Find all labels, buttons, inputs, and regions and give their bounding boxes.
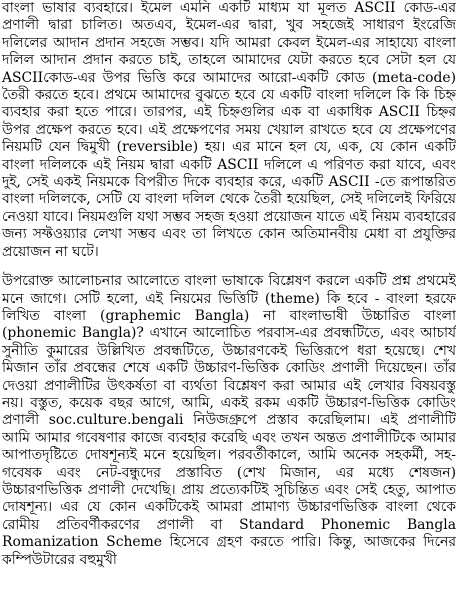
- paragraph-separator: [2, 261, 456, 273]
- paragraph-email-meta-code: বাংলা ভাষার ব্যবহারে। ইমেল এমনি একটি মাধ্যম যা মূলত ASCII কোড-এর প্রণালী দ্বারা চালিত। অতএব, ইমেল-এর দ্বারা, খুব সহজেই সাধারণ ইংরেজি দলিলের আদান প্রদান সহজে সম্ভব। যদি আমরা কেবল ইমেল-এর সাহায্যে বাংলা দলিল আদান প্রদান করতে চাই, তাহলে আমাদের যেটা করতে হবে সেটা হল যে ASCIIকোড-এর উপর ভিত্তি করে আমাদের আরো-একটি কোড (meta-code) তৈরী করতে হবে। প্রথমে আমাদের বুঝতে হবে যে একটি বাংলা দলিলে কি কি চিহ্ন ব্যবহার করা হতে পারে। তারপর, এই চিহ্নগুলির এক বা একাধিক ASCII চিহ্নর উপর প্রক্ষেপ করতে হবে। এই প্রক্ষেপণের সময় খেয়াল রাখতে হবে যে প্রক্ষেপণের নিয়মটি যেন দ্বিমুখী (reversible) হয়। এর মানে হল যে, এক, যে কোন একটি বাংলা দলিলকে এই নিয়ম দ্বারা একটি ASCII দলিলে এ পরিণত করা যাবে, এবং দুই, সেই একই নিয়মকে বিপরীত দিকে ব্যবহার করে, একটি ASCII -তে রূপান্তরিত বাংলা দলিলকে, সেটি যে বাংলা দলিল থেকে তৈরী হয়েছিল, সেই দলিলেই ফিরিয়ে নেওয়া যাবে। নিয়মগুলি যথা সম্ভব সহজ হওয়া প্রয়োজন যাতে এই নিয়ম ব্যবহারের জন্য সফ্টওয়্যার লেখা সম্ভব এবং তা লিখতে কোন অতিমানবীয় মেধা বা প্রযুক্তির প্রয়োজন না ঘটে।: [2, 0, 456, 260]
- paragraph-phonemic-analysis: উপরোক্ত আলোচনার আলোতে বাংলা ভাষাকে বিশ্লেষণ করলে একটি প্রশ্ন প্রথমেই মনে জাগে। সেটি হলো, এই নিয়মের ভিত্তিটি (theme) কি হবে - বাংলা হরফে লিখিত বাংলা (graphemic Bangla) না বাংলাভাষী উচ্চারিত বাংলা (phonemic Bangla)? এখানে আলোচিত পরবাস-এর প্রবন্ধটিতে, এবং আচার্য সুনীতি কুমারের উল্লিখিত প্রবন্ধটিতে, উচ্চারণকেই ভিত্তিরূপে ধরা হয়েছে। শেখ মিজান তাঁর প্রবন্ধের শেষে একটি উচ্চারণ-ভিত্তিক কোডিং প্রণালী দিয়েছেন। তাঁর দেওয়া প্রণালীটির উৎকর্ষতা বা ব্যর্থতা বিশ্লেষণ করা আমার এই লেখার বিষয়বস্তু নয়। বস্তুত, কয়েক বছর আগে, আমি, একই রকম একটি উচ্চারণ-ভিত্তিক কোডিং প্রণালী soc.culture.bengali নিউজগ্রুপে প্রস্তাব করেছিলাম। এই প্রণালীটি আমি আমার গবেষণার কাজে ব্যবহার করেছি এবং তখন অন্তত প্রণালীটিকে আমার আপাতদৃষ্টিতে দোষশূন্যই মনে হয়েছিল। পরবর্তীকালে, আমি অনেক সহকর্মী, সহ-গবেষক এবং নেট-বন্ধুদের প্রস্তাবিত (শেখ মিজান, এর মধ্যে শেষজন) উচ্চারণভিত্তিক প্রণালী দেখেছি। প্রায় প্রত্যেকটিই সুচিন্তিত এবং সেই হেতু, আপাত দোষশূন্য। এর যে কোন একটিকেই আমরা প্রামাণ্য উচ্চারণভিত্তিক বাংলা থেকে রোমীয় প্রতিবর্ণীকরণের প্রণালী বা Standard Phonemic Bangla Romanization Scheme হিসেবে গ্রহণ করতে পারি। কিন্তু, আজকের দিনের কম্পিউটারের বহুমুখী: [2, 273, 456, 568]
